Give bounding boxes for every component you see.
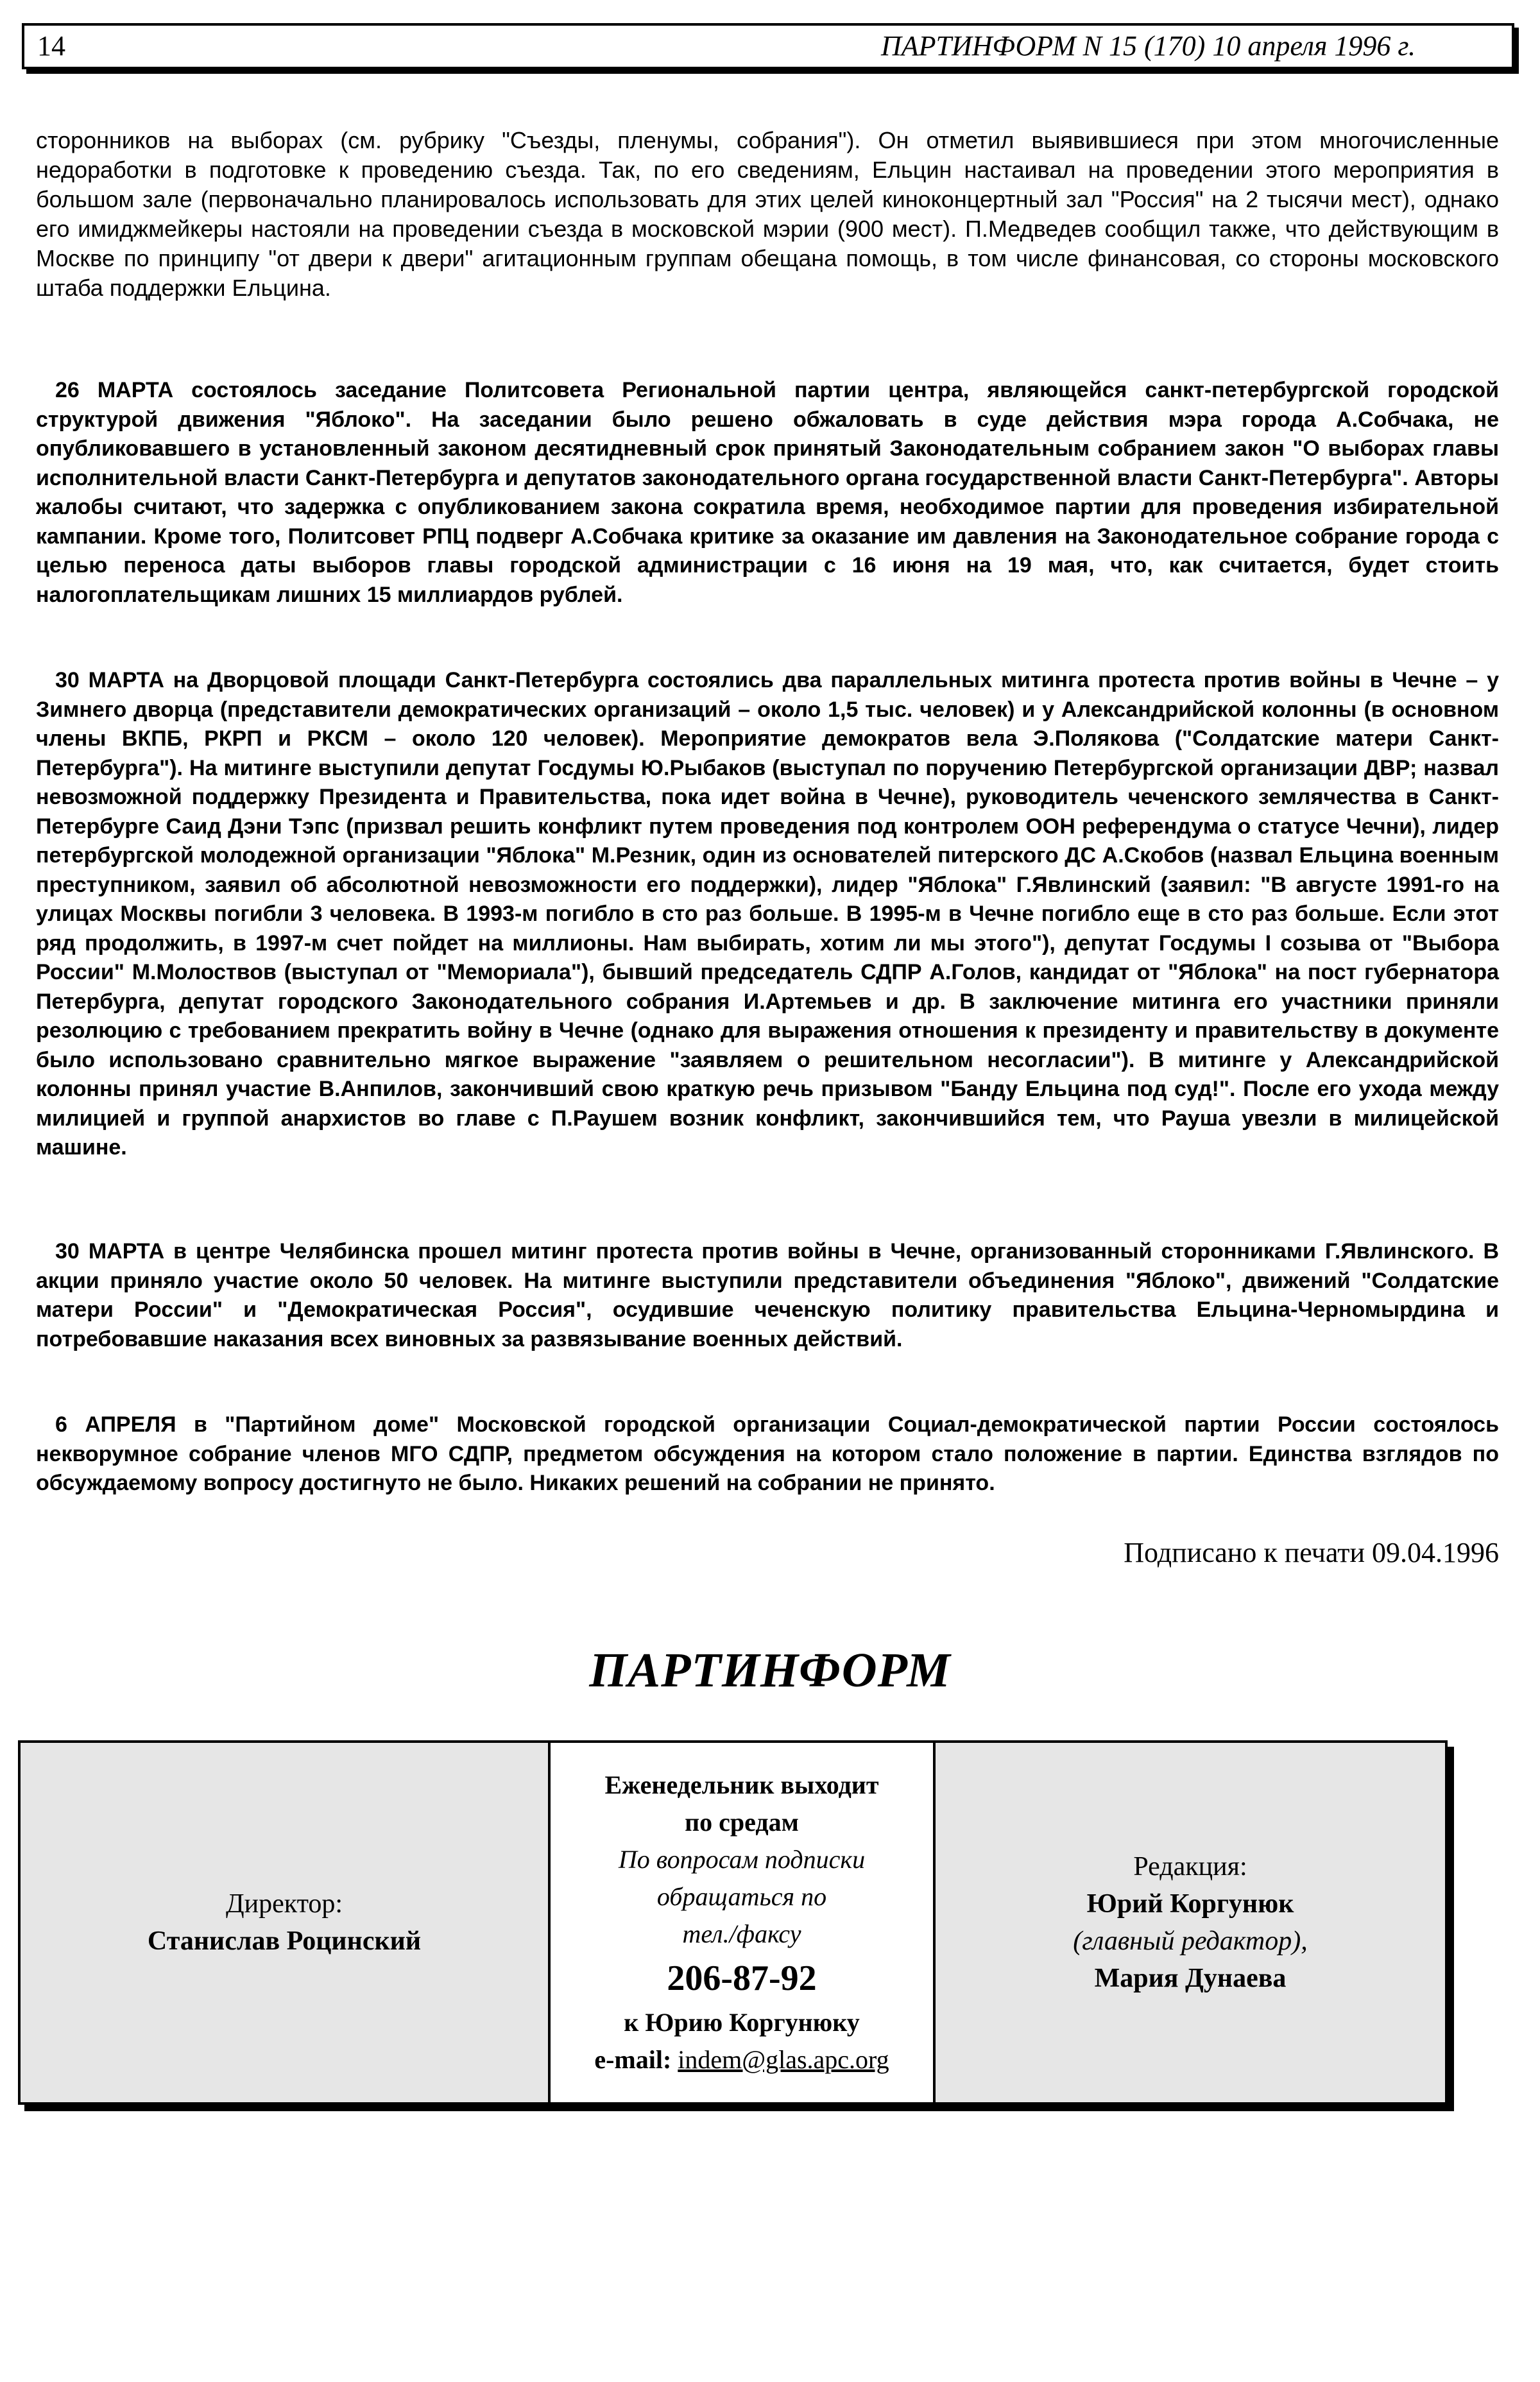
issue-title: ПАРТИНФОРМ N 15 (170) 10 апреля 1996 г. — [881, 30, 1416, 62]
email-line — [551, 2041, 933, 2078]
signed-for-print: Подписано к печати 09.04.1996 — [1124, 1537, 1499, 1568]
colophon-box — [18, 1740, 1448, 2105]
contact-person: к Юрию Коргунюку — [624, 2008, 860, 2037]
article-paragraph-march-30-spb: 30 МАРТА на Дворцовой площади Санкт-Петербурга состоялись два параллельных митинга протеста против войны в Чечне – у Зимнего дворца (представители демократических организаций – около 1,5 тыс. человек) и у Александрийской колонны (в основном члены ВКПБ, РКРП и РКСМ – около 120 человек). Мероприятие демократов вела Э.Полякова ("Солдатские матери Санкт-Петербурга"). На митинге выступили депутат Госдумы Ю.Рыбаков (выступал по поручению Петербургской организации ДВР; назвал невозможной поддержку Президента и Правительства, пока идет война в Чечне), руководитель чеченского землячества в Санкт-Петербурге Саид Дэни Тэпс (призвал решить конфликт путем проведения под контролем ООН референдума о статусе Чечни), лидер петербургской молодежной организации "Яблока" М.Резник, один из основателей питерского ДС А.Скобов (назвал Ельцина военным преступником, заявил об абсолютной невозможности его поддержки), лидер "Яблока" Г.Явлинский (заявил: "В августе 1991-го на улицах Москвы погибли 3 человека. В 1993-м погибло в сто раз больше. В 1995-м в Чечне погибло еще в сто раз больше. Если этот ряд продолжить, в 1997-м счет пойдет на миллионы. Нам выбирать, хотим ли мы этого"), депутат Госдумы I созыва от "Выбора России" М.Молоствов (выступал от "Мемориала"), бывший председатель СДПР А.Голов, кандидат от "Яблока" на пост губернатора Петербурга, депутат городского Законодательного собрания И.Артемьев и др. В заключение митинга его участники приняли резолюцию с требованием прекратить войну в Чечне (однако для выражения отношения к президенту и правительству в документе было использовано сравнительно мягкое выражение "заявляем о решительном несогласии"). В митинге у Александрийской колонны принял участие В.Анпилов, закончивший свою краткую речь призывом "Банду Ельцина под суд!". После его ухода между милицией и группой анархистов во главе с П.Раушем возник конфликт, закончившийся тем, что Рауша увезли в милицейской машине. — [36, 668, 1499, 1160]
subscription-cell — [548, 1743, 936, 2102]
director-label: Директор: — [225, 1889, 343, 1919]
director-cell — [21, 1743, 548, 2102]
weekly-line-1: Еженедельник выходит — [604, 1770, 879, 1799]
phone-number: 206-87-92 — [667, 1958, 817, 1998]
article-paragraph-march-26: 26 МАРТА состоялось заседание Политсовета Региональной партии центра, являющейся санкт-петербургской городской структурой движения "Яблоко". На заседании было решено обжаловать в суде действия мэра города А.Собчака, не опубликовавшего в установленный законом десятидневный срок принятый Законодательным собранием закон "О выборах главы исполнительной власти Санкт-Петербурга и депутатов законодательного органа государственной власти Санкт-Петербурга". Авторы жалобы считают, что задержка с опубликованием закона сократила время, необходимое партии для проведения избирательной кампании. Кроме того, Политсовет РПЦ подверг А.Собчака критике за оказание им давления на Законодательное собрание города с целью переноса даты выборов главы городской администрации с 16 июня на 19 мая, что, как считается, будет стоить налогоплательщикам лишних 15 миллиардов рублей. — [36, 378, 1499, 607]
page-header — [22, 23, 1514, 69]
editorial-label: Редакция: — [1133, 1852, 1247, 1881]
weekly-line-2: по средам — [685, 1808, 799, 1837]
subscribe-line-3: тел./факсу — [682, 1919, 801, 1948]
brand-title: ПАРТИНФОРМ — [589, 1643, 951, 1697]
page-number: 14 — [37, 30, 65, 62]
email-link[interactable]: indem@glas.apc.org — [678, 2045, 889, 2074]
editorial-cell — [936, 1743, 1445, 2102]
director-name: Станислав Роцинский — [147, 1926, 422, 1956]
subscribe-line-1: По вопросам подписки — [618, 1845, 866, 1874]
article-paragraph-april-6: 6 АПРЕЛЯ в "Партийном доме" Московской городской организации Социал-демократической партии России состоялось некворумное собрание членов МГО СДПР, предметом обсуждения на котором стало положение в партии. Единства взглядов по обсуждаемому вопросу достигнуто не было. Никаких решений на собрании не принято. — [36, 1412, 1499, 1495]
email-label: e-mail: — [594, 2045, 672, 2074]
editor-2-name: Мария Дунаева — [1094, 1964, 1287, 1993]
article-paragraph-continuation: сторонников на выборах (см. рубрику "Съезды, пленумы, собрания"). Он отметил выявившиеся при этом многочисленные недоработки в подготовке к проведению съезда. Так, по его сведениям, Ельцин настаивал на проведении этого мероприятия в большом зале (первоначально планировалось использовать для этих целей киноконцертный зал "Россия" на 2 тысячи мест), однако его имиджмейкеры настояли на проведении съезда в московской мэрии (900 мест). П.Медведев сообщил также, что действующим в Москве по принципу "от двери к двери" агитационным группам обещана помощь, в том числе финансовая, со стороны московского штаба поддержки Ельцина. — [36, 127, 1499, 301]
subscribe-line-2: обращаться по — [656, 1882, 827, 1911]
editor-1-name: Юрий Коргунюк — [1086, 1889, 1294, 1919]
article-paragraph-march-30-chelyabinsk: 30 МАРТА в центре Челябинска прошел митинг протеста против войны в Чечне, организованный сторонниками Г.Явлинского. В акции приняло участие около 50 человек. На митинге выступили представители объединения "Яблоко", движений "Солдатские матери России" и "Демократическая Россия", осудившие чеченскую политику правительства Ельцина-Черномырдина и потребовавшие наказания всех виновных за развязывание военных действий. — [36, 1239, 1499, 1351]
editor-1-role: (главный редактор), — [1073, 1926, 1308, 1956]
